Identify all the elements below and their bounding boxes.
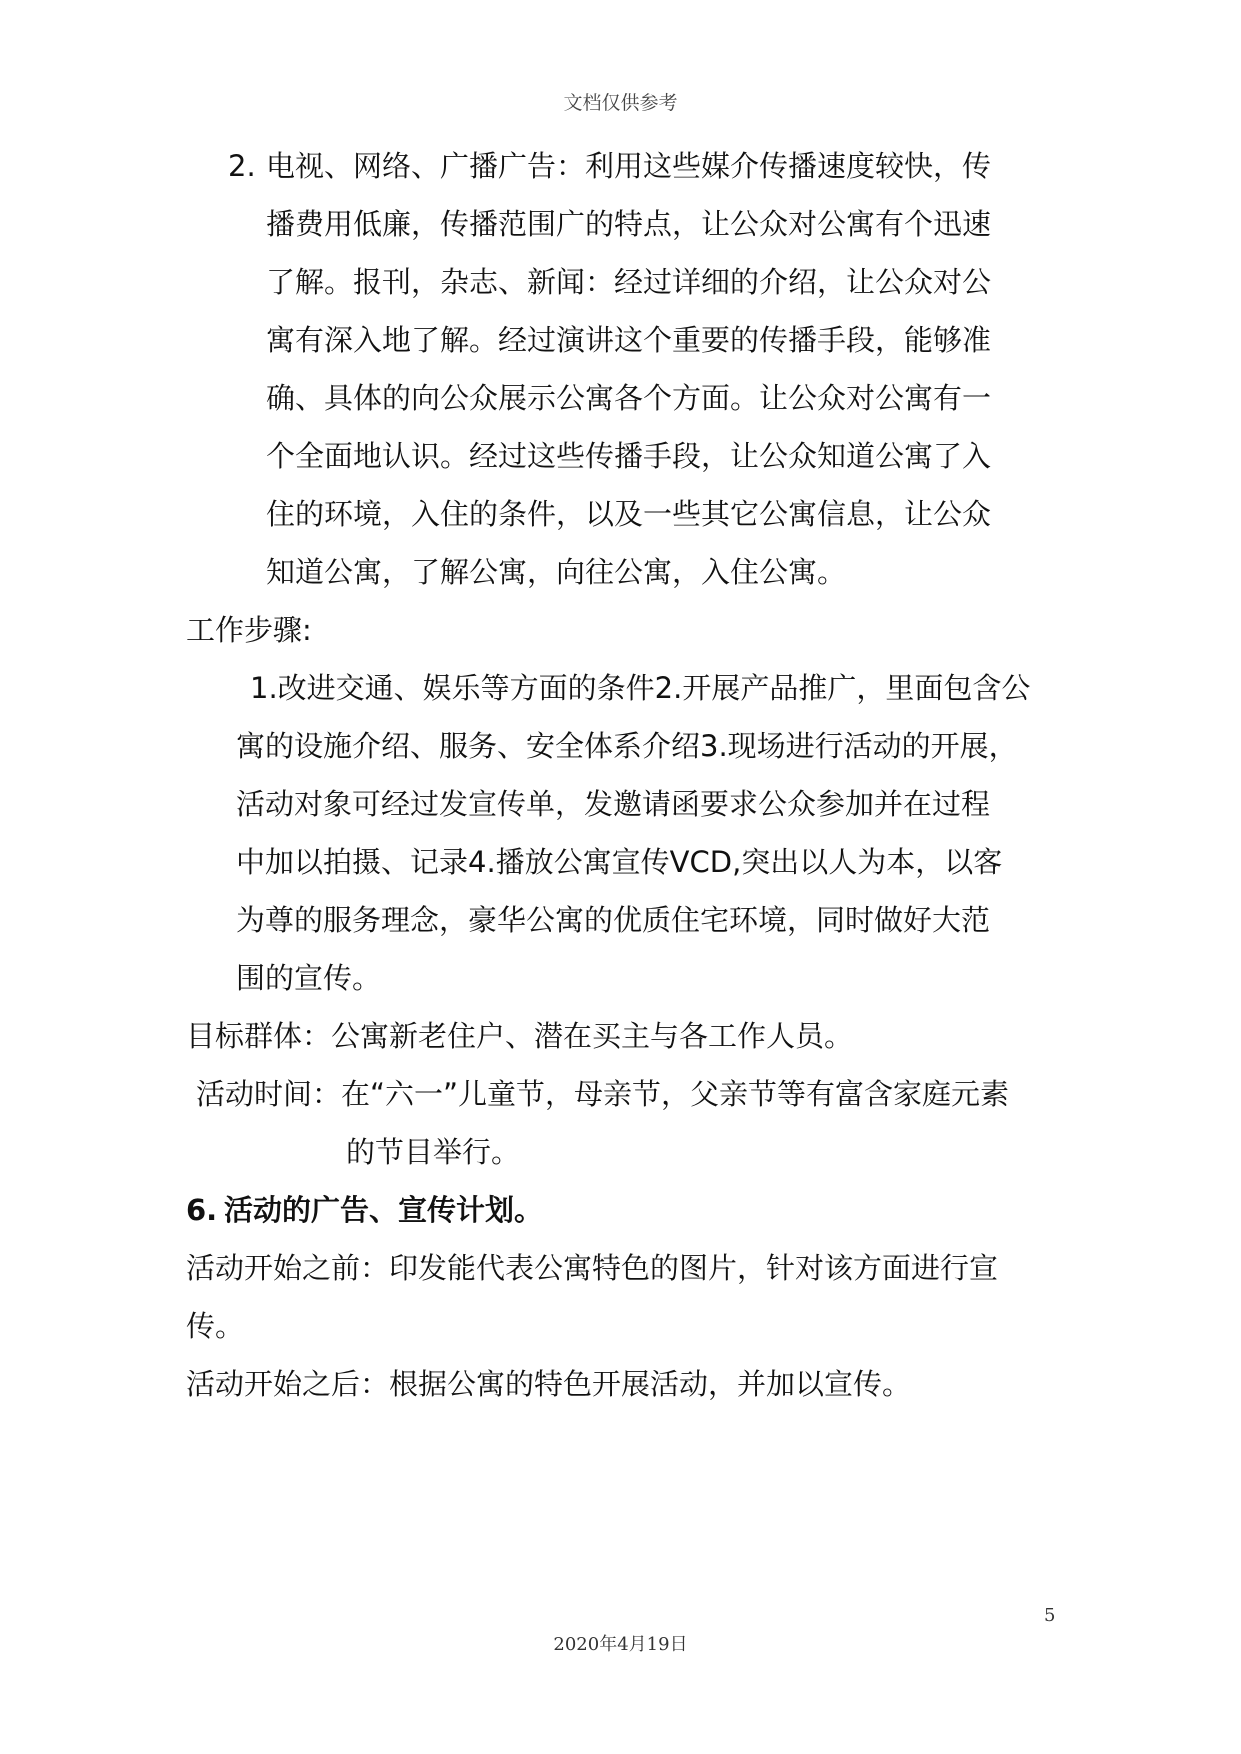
steps-line-6: 围的宣传。: [236, 961, 382, 995]
activity-time-line-2: 的节目举行。: [346, 1135, 521, 1169]
item-2-line-1: [228, 146, 991, 186]
item-2-line-4: 寓有深入地了解。经过演讲这个重要的传播手段，能够准: [266, 323, 992, 357]
item-2-line-2: 播费用低廉，传播范围广的特点，让公众对公寓有个迅速: [266, 207, 992, 241]
target-group: 目标群体：公寓新老住户、潜在买主与各工作人员。: [186, 1019, 854, 1053]
item-2-number: 2.: [228, 149, 256, 183]
steps-title: 工作步骤:: [186, 613, 312, 647]
activity-time-line-1: 活动时间：在“六一”儿童节，母亲节，父亲节等有富含家庭元素: [196, 1077, 1010, 1111]
item-2-line-7: 住的环境，入住的条件，以及一些其它公寓信息，让公众: [266, 497, 992, 531]
item-2-line-6: 个全面地认识。经过这些传播手段，让公众知道公寓了入: [266, 439, 992, 473]
steps-line-1: 1.改进交通、娱乐等方面的条件2.开展产品推广，里面包含公: [250, 671, 1031, 705]
section-6-title: 活动的广告、宣传计划。: [224, 1193, 544, 1227]
footer-date: 2020年4月19日: [553, 1634, 688, 1655]
steps-line-3: 活动对象可经过发宣传单，发邀请函要求公众参加并在过程: [236, 787, 991, 821]
steps-line-4: 中加以拍摄、记录4.播放公寓宣传VCD,突出以人为本，以客: [236, 845, 1003, 879]
before-line-1: 活动开始之前：印发能代表公寓特色的图片，针对该方面进行宣: [186, 1251, 999, 1285]
item-2-line-5: 确、具体的向公众展示公寓各个方面。让公众对公寓有一: [266, 381, 992, 415]
steps-line-5: 为尊的服务理念，豪华公寓的优质住宅环境，同时做好大范: [236, 903, 991, 937]
before-line-2: 传。: [186, 1309, 245, 1343]
page-number: 5: [1044, 1605, 1056, 1626]
after-line: 活动开始之后：根据公寓的特色开展活动，并加以宣传。: [186, 1367, 912, 1401]
page-header: 文档仅供参考: [563, 92, 678, 114]
item-2-text-1: 电视、网络、广播广告：利用这些媒介传播速度较快，传: [266, 149, 992, 183]
steps-line-2: 寓的设施介绍、服务、安全体系介绍3.现场进行活动的开展，: [236, 729, 1018, 763]
item-2-line-8: 知道公寓，了解公寓，向往公寓，入住公寓。: [266, 555, 847, 589]
item-2-line-3: 了解。报刊，杂志、新闻：经过详细的介绍，让公众对公: [266, 265, 992, 299]
section-6-heading: [186, 1190, 543, 1230]
section-6-number: 6.: [186, 1193, 218, 1227]
